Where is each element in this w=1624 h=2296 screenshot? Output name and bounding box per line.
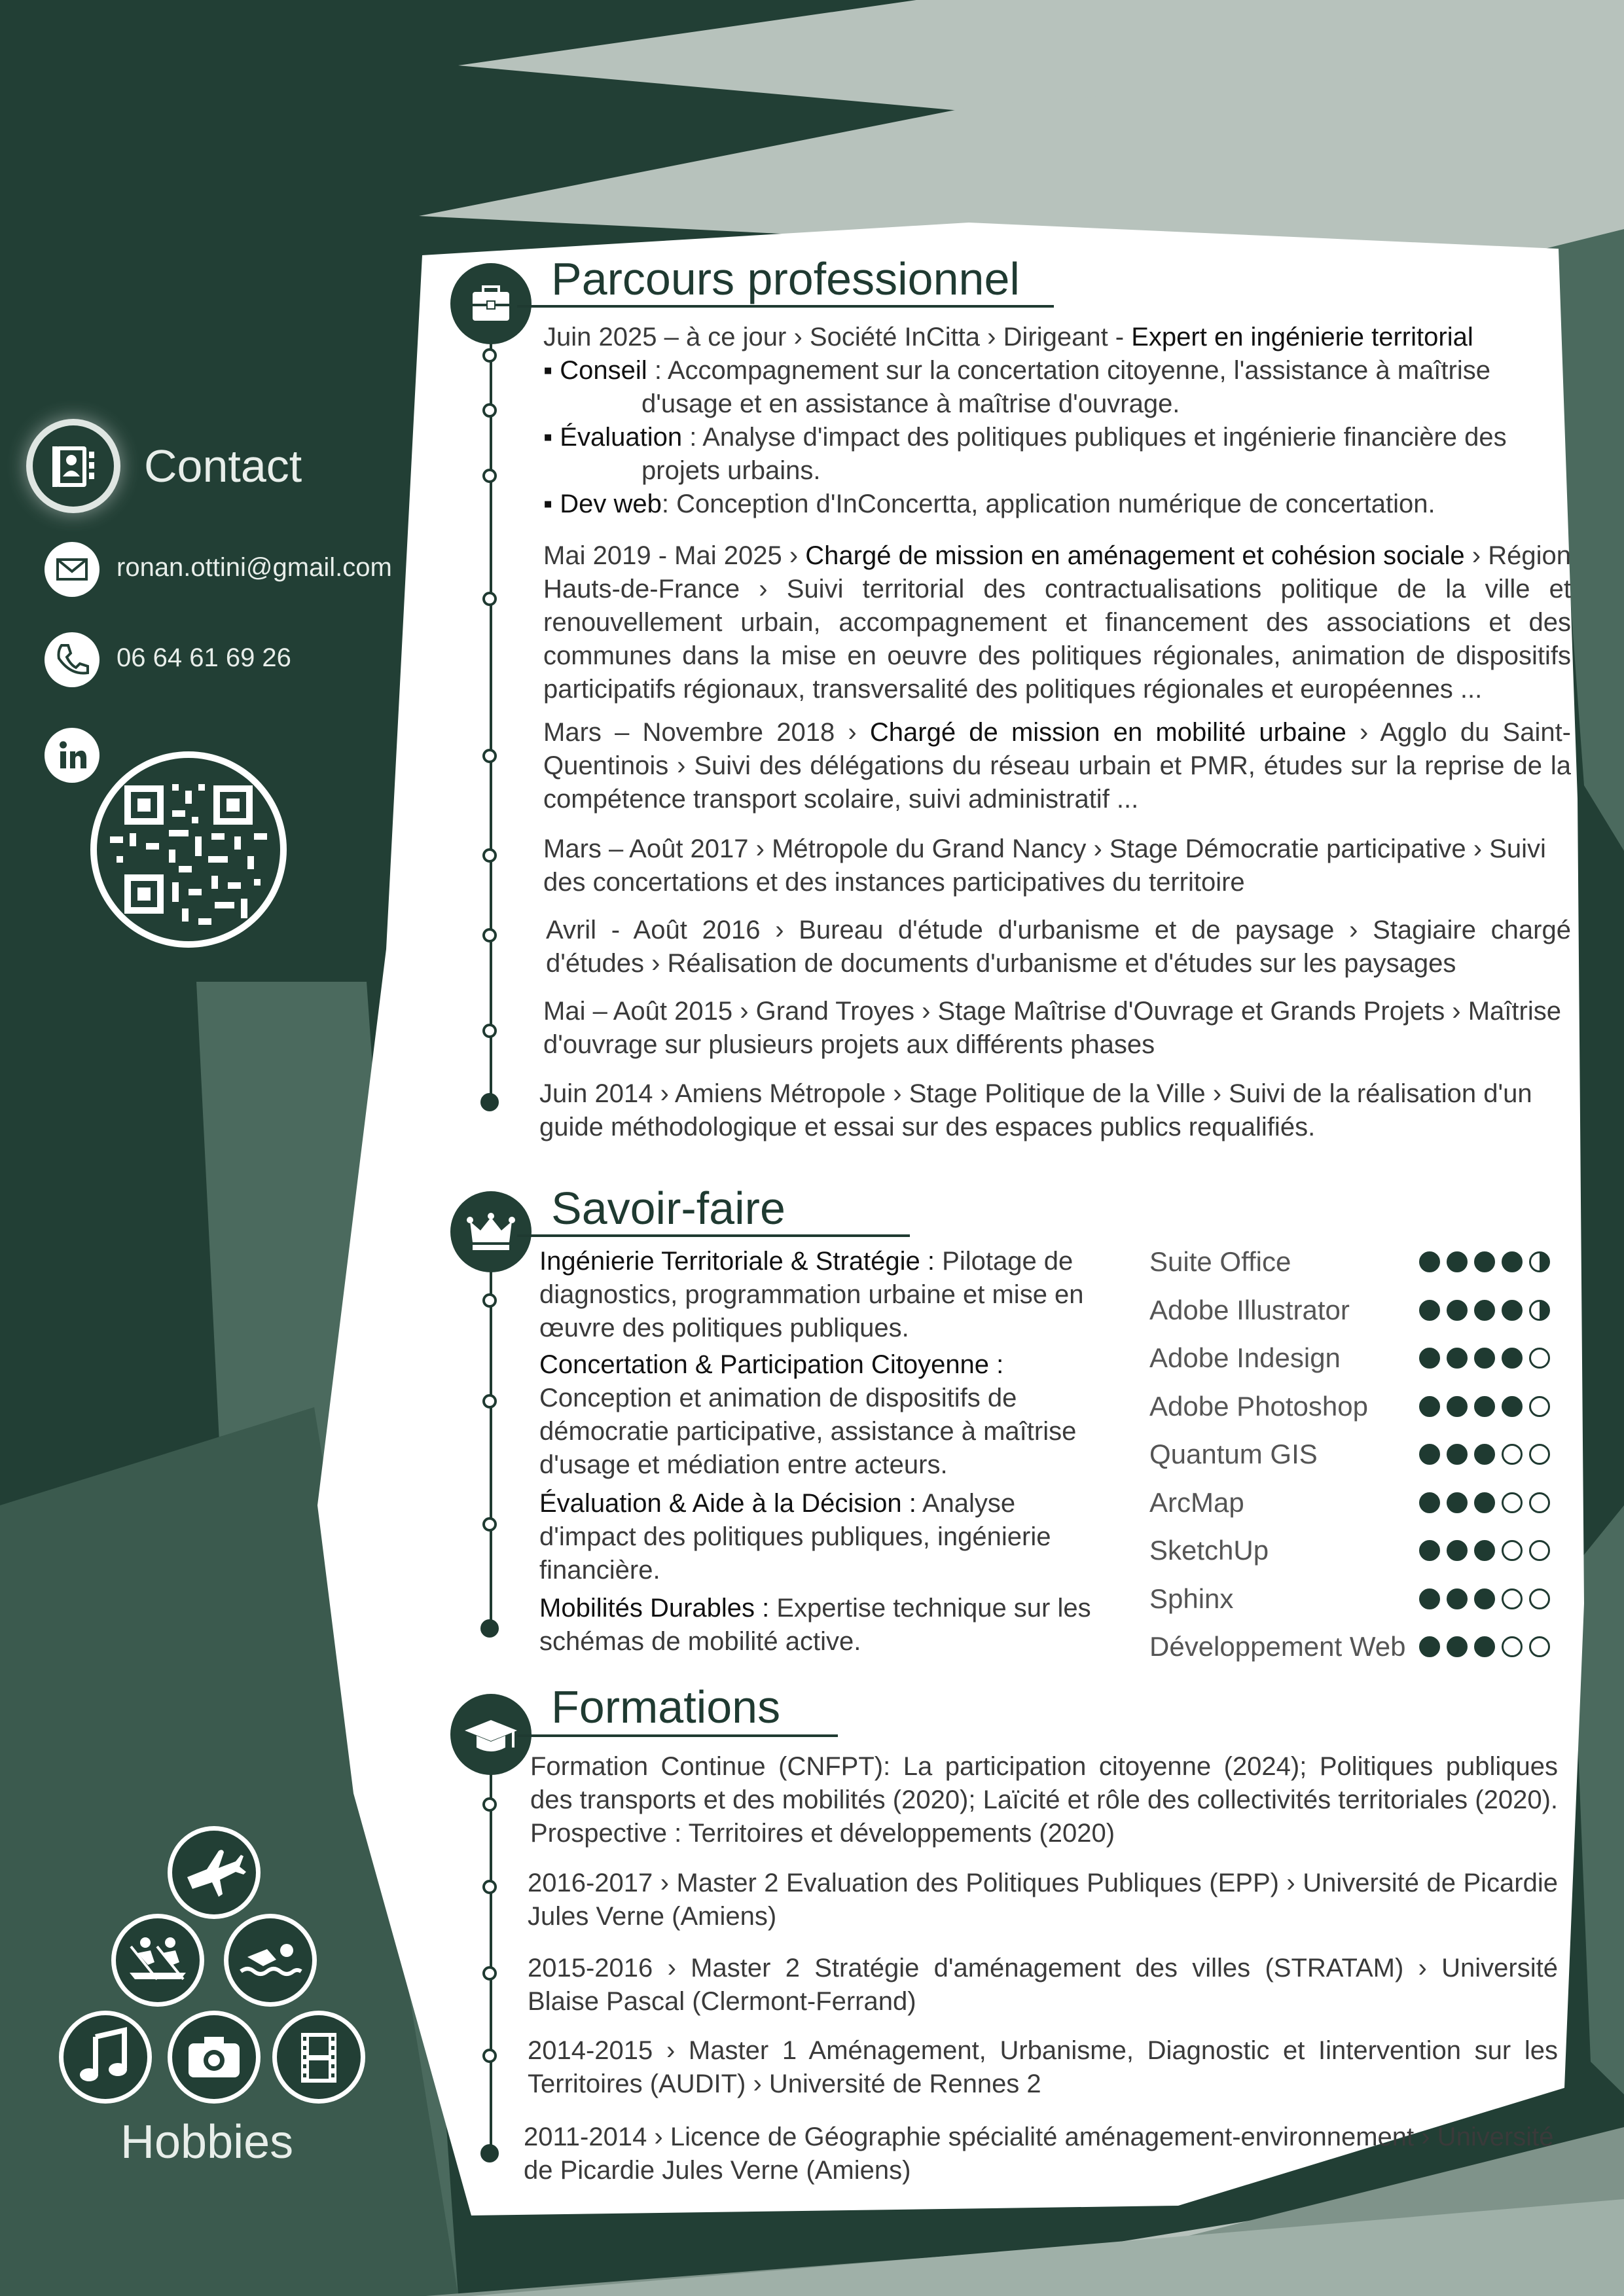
- rating-dot: [1529, 1444, 1550, 1465]
- skill-rating: [1419, 1492, 1550, 1513]
- rating-dot: [1447, 1636, 1468, 1657]
- rating-dot: [1502, 1348, 1523, 1369]
- rating-dot: [1474, 1348, 1495, 1369]
- savoir-faire-title-underline: [517, 1234, 910, 1237]
- briefcase-icon: [450, 263, 532, 344]
- skill-rating: [1419, 1444, 1550, 1465]
- timeline-node: [482, 1293, 497, 1308]
- swimming-icon: [224, 1914, 317, 2007]
- contact-title: Contact: [144, 440, 302, 492]
- airplane-icon: [168, 1826, 261, 1919]
- rating-dot: [1419, 1251, 1440, 1272]
- timeline-end-node: [480, 1619, 499, 1638]
- formations-title-underline: [517, 1734, 838, 1737]
- rating-dot: [1419, 1588, 1440, 1609]
- bullet-evaluation-cont: projets urbains.: [641, 456, 821, 485]
- bullet-conseil: ▪ Conseil : Accompagnement sur la concertation citoyenne, l'assistance à maîtrise: [543, 356, 1490, 385]
- rating-dot: [1474, 1300, 1495, 1321]
- bullet-evaluation: ▪ Évaluation : Analyse d'impact des politiques publiques et ingénierie financière des: [543, 423, 1507, 452]
- timeline-node: [482, 2049, 497, 2063]
- rating-dot: [1419, 1636, 1440, 1657]
- rating-dot: [1474, 1251, 1495, 1272]
- rating-dot: [1447, 1300, 1468, 1321]
- rating-dot: [1529, 1588, 1550, 1609]
- experience-entry-7: Juin 2014 › Amiens Métropole › Stage Politique de la Ville › Suivi de la réalisation d'un guide méthodologique et essai sur des espaces publics requalifiés.: [539, 1079, 1532, 1141]
- phone-number[interactable]: 06 64 61 69 26: [117, 643, 291, 672]
- rating-dot: [1447, 1348, 1468, 1369]
- timeline-node: [482, 592, 497, 606]
- rating-dot: [1529, 1251, 1550, 1272]
- rowing-icon: [111, 1914, 204, 2007]
- rating-dot: [1474, 1444, 1495, 1465]
- timeline-node: [482, 1880, 497, 1894]
- rating-dot: [1474, 1588, 1495, 1609]
- skill-rating: [1419, 1588, 1550, 1609]
- rating-dot: [1447, 1251, 1468, 1272]
- rating-dot: [1419, 1492, 1440, 1513]
- email-icon: [45, 542, 99, 597]
- formation-entry-2: 2016-2017 › Master 2 Evaluation des Politiques Publiques (EPP) › Université de Picardie Jules Verne (Amiens): [528, 1869, 1558, 1931]
- rating-dot: [1529, 1540, 1550, 1561]
- rating-dot: [1502, 1636, 1523, 1657]
- timeline-node: [482, 1797, 497, 1812]
- skill-name: Quantum GIS: [1149, 1439, 1318, 1469]
- skill-rating: [1419, 1636, 1550, 1657]
- formation-entry-4: 2014-2015 › Master 1 Aménagement, Urbanisme, Diagnostic et Iintervention sur les Territoires (AUDIT) › Université de Rennes 2: [528, 2036, 1558, 2098]
- experience-entry-4: Mars – Août 2017 › Métropole du Grand Nancy › Stage Démocratie participative › Suivi des concertations et des instances participatives du territoire: [543, 834, 1546, 897]
- email-link[interactable]: ronan.ottini@gmail.com: [117, 553, 392, 582]
- skill-rating: [1419, 1396, 1550, 1417]
- rating-dot: [1502, 1540, 1523, 1561]
- skill-area-2: Concertation & Participation Citoyenne : Conception et animation de dispositifs de démocratie participative, assistance à maîtrise d'usage et médiation entre acteurs.: [539, 1350, 1077, 1479]
- skill-name: Adobe Photoshop: [1149, 1391, 1368, 1422]
- skill-name: Suite Office: [1149, 1246, 1291, 1277]
- timeline-node: [482, 469, 497, 483]
- parcours-title: Parcours professionnel: [551, 253, 1020, 304]
- experience-entry-3: Mars – Novembre 2018 › Chargé de mission en mobilité urbaine › Agglo du Saint-Quentinois › Suivi des délégations du réseau urbain et PMR, études sur la reprise de la compétence transport scolaire, suivi administratif ...: [543, 718, 1572, 814]
- formation-entry-1: Formation Continue (CNFPT): La participation citoyenne (2024); Politiques publiques des transports et des mobilités (2020); Laïcité et rôle des collectivités territoriales (2020). Prospective : Territoires et développements (2020): [530, 1752, 1558, 1848]
- formations-title: Formations: [551, 1681, 781, 1732]
- rating-dot: [1529, 1348, 1550, 1369]
- rating-dot: [1529, 1492, 1550, 1513]
- phone-icon: [45, 632, 99, 687]
- timeline-node: [482, 1966, 497, 1981]
- rating-dot: [1419, 1300, 1440, 1321]
- rating-dot: [1502, 1396, 1523, 1417]
- rating-dot: [1502, 1492, 1523, 1513]
- rating-dot: [1502, 1251, 1523, 1272]
- timeline-node: [482, 848, 497, 863]
- rating-dot: [1502, 1444, 1523, 1465]
- rating-dot: [1474, 1540, 1495, 1561]
- experience-entry-2: Mai 2019 - Mai 2025 › Chargé de mission en aménagement et cohésion sociale › Région Hauts-de-France › Suivi territorial des contractualisations politique de la ville et renouvellement urbain, accompagnement et financement des associations et des communes dans la mise en oeuvre des politiques régionales, animation de dispositifs participatifs régionaux, transversalité des politiques régionales et européennes ...: [543, 541, 1572, 704]
- timeline-node: [482, 403, 497, 418]
- contact-book-icon: [26, 419, 120, 513]
- rating-dot: [1474, 1492, 1495, 1513]
- music-note-icon: [59, 2011, 152, 2104]
- formation-entry-3: 2015-2016 › Master 2 Stratégie d'aménagement des villes (STRATAM) › Université Blaise Pascal (Clermont-Ferrand): [528, 1954, 1558, 2016]
- timeline-end-node: [480, 1093, 499, 1111]
- timeline-node: [482, 928, 497, 942]
- crown-icon: [450, 1191, 532, 1272]
- savoir-faire-title: Savoir-faire: [551, 1183, 785, 1234]
- rating-dot: [1447, 1396, 1468, 1417]
- experience-entry-6: Mai – Août 2015 › Grand Troyes › Stage Maîtrise d'Ouvrage et Grands Projets › Maîtrise d'ouvrage sur plusieurs projets aux différents phases: [543, 997, 1561, 1059]
- timeline-node: [482, 348, 497, 363]
- skill-area-3: Évaluation & Aide à la Décision : Analyse d'impact des politiques publiques, ingénierie financière.: [539, 1489, 1051, 1585]
- rating-dot: [1447, 1540, 1468, 1561]
- skill-name: Adobe Illustrator: [1149, 1295, 1350, 1325]
- skill-name: Sphinx: [1149, 1583, 1234, 1614]
- rating-dot: [1502, 1588, 1523, 1609]
- rating-dot: [1502, 1300, 1523, 1321]
- qr-code-icon[interactable]: [90, 751, 287, 948]
- rating-dot: [1529, 1300, 1550, 1321]
- rating-dot: [1474, 1396, 1495, 1417]
- skill-name: ArcMap: [1149, 1487, 1244, 1518]
- rating-dot: [1529, 1636, 1550, 1657]
- timeline-line: [490, 308, 492, 1106]
- bullet-conseil-cont: d'usage et en assistance à maîtrise d'ouvrage.: [641, 389, 1180, 418]
- skill-rating: [1419, 1540, 1550, 1561]
- experience-entry-1: [543, 321, 1578, 521]
- rating-dot: [1419, 1348, 1440, 1369]
- skill-name: Développement Web: [1149, 1631, 1406, 1662]
- formation-entry-5: 2011-2014 › Licence de Géographie spécialité aménagement-environnement › Université de Picardie Jules Verne (Amiens): [524, 2123, 1554, 2185]
- skill-area-1: Ingénierie Territoriale & Stratégie : Pilotage de diagnostics, programmation urbaine et mise en œuvre des politiques publiques.: [539, 1247, 1084, 1342]
- timeline-node: [482, 1024, 497, 1038]
- skill-rating: [1419, 1300, 1550, 1321]
- rating-dot: [1474, 1636, 1495, 1657]
- rating-dot: [1447, 1492, 1468, 1513]
- entry-heading: Juin 2025 – à ce jour › Société InCitta › Dirigeant -: [543, 323, 1132, 351]
- timeline-line: [490, 1230, 492, 1630]
- skill-rating: [1419, 1348, 1550, 1369]
- timeline-node: [482, 1394, 497, 1408]
- experience-entry-5: Avril - Août 2016 › Bureau d'étude d'urbanisme et de paysage › Stagiaire chargé d'études › Réalisation de documents d'urbanisme et d'études sur les paysages: [546, 916, 1571, 978]
- timeline-node: [482, 1517, 497, 1532]
- skill-name: Adobe Indesign: [1149, 1342, 1341, 1373]
- rating-dot: [1529, 1396, 1550, 1417]
- skill-area-4: Mobilités Durables : Expertise technique sur les schémas de mobilité active.: [539, 1594, 1091, 1656]
- rating-dot: [1419, 1444, 1440, 1465]
- camera-icon: [168, 2011, 261, 2104]
- rating-dot: [1447, 1588, 1468, 1609]
- rating-dot: [1447, 1444, 1468, 1465]
- timeline-node: [482, 749, 497, 763]
- timeline-end-node: [480, 2144, 499, 2162]
- film-icon: [272, 2011, 365, 2104]
- skill-name: SketchUp: [1149, 1535, 1269, 1566]
- entry-role: Expert en ingénierie territorial: [1131, 323, 1473, 351]
- bullet-devweb: ▪ Dev web: Conception d'InConcertta, application numérique de concertation.: [543, 490, 1435, 518]
- rating-dot: [1419, 1540, 1440, 1561]
- hobbies-title: Hobbies: [120, 2116, 294, 2168]
- parcours-title-underline: [517, 305, 1054, 308]
- rating-dot: [1419, 1396, 1440, 1417]
- skill-rating: [1419, 1251, 1550, 1272]
